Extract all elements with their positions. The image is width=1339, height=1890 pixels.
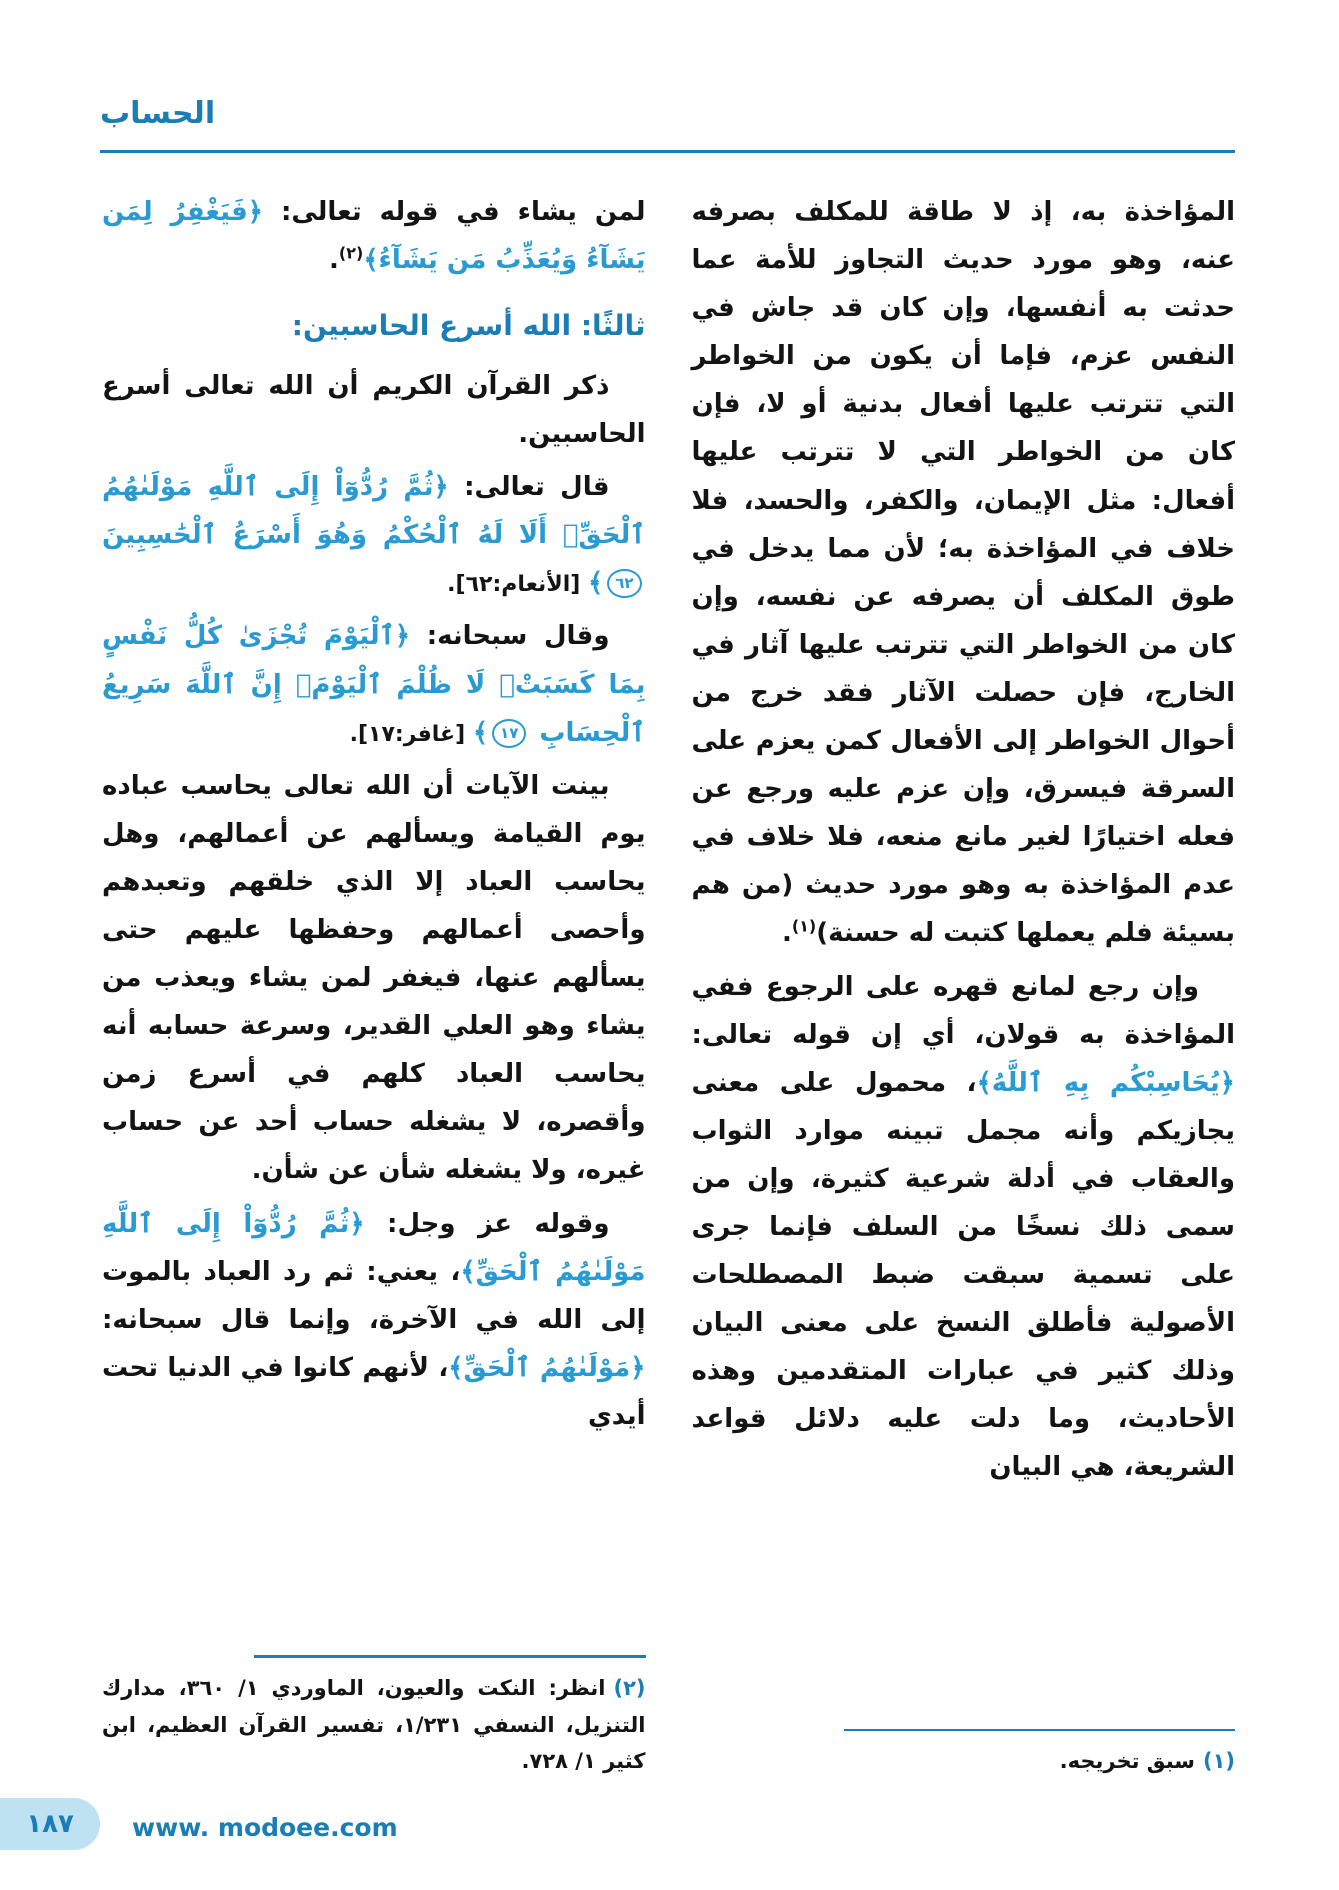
quran-verse: ﴿ثُمَّ رُدُّوٓاْ إِلَى ٱللَّهِ مَوْلَىٰهُمُ ٱلْحَقِّۚ أَلَا لَهُ ٱلْحُكْمُ وَهُوَ أَسْرَعُ ٱلْحَٰسِبِينَ (102, 472, 646, 551)
body-text: وإن رجع لمانع قهره على الرجوع ففي المؤاخذة به قولان، أي إن قوله تعالى: (691, 971, 1235, 1050)
content-columns (102, 188, 1235, 1780)
body-text: ، لأنهم كانوا في الدنيا تحت أيدي (102, 1352, 646, 1431)
footnote-divider (844, 1729, 1235, 1732)
body-text: ، يعني: ثم رد العباد بالموت إلى الله في الآخرة، وإنما قال سبحانه: (102, 1256, 646, 1335)
body-text: المؤاخذة به، إذ لا طاقة للمكلف بصرفه عنه، وهو مورد حديث التجاوز للأمة عما حدثت به أنفسها، وإن كان قد جاش في النفس عزم، فإما أن يكون من الخواطر التي تترتب عليها أفعال بدنية أو لا، فإن كان من الخواطر التي لا تترتب عليها أفعال: مثل الإيمان، والكفر، والحسد، فلا خلاف في المؤاخذة به؛ لأن مما يدخل في طوق المكلف أن يصرفه عن نفسه، وإن كان من الخواطر التي تترتب عليها آثار في الخارج، فإن حصلت الآثار فقد خرج من أحوال الخواطر إلى الأفعال كمن يعزم على السرقة فيسرق، وإن عزم عليه ورجع عن فعله اختيارًا لغير مانع منعه، فلا خلاف في عدم المؤاخذة به وهو مورد حديث (من هم بسيئة فلم يعملها كتبت له حسنة) (691, 197, 1235, 949)
footnote-area-left (102, 1647, 646, 1780)
quran-verse: ﴿ثُمَّ رُدُّوٓاْ إِلَى ٱللَّهِ مَوْلَىٰهُمُ ٱلْحَقِّ﴾ (102, 1208, 646, 1287)
quran-verse: ﴿مَوْلَىٰهُمُ ٱلْحَقِّ﴾ (448, 1352, 646, 1383)
ayah-number-badge: ٦٢ (607, 569, 641, 598)
footnote-number: (١) (1202, 1749, 1235, 1774)
body-text: قال تعالى: (448, 472, 610, 503)
footnote-line (102, 1670, 646, 1780)
quran-verse: ﴾ (472, 717, 489, 748)
quran-verse: ﴿يُحَاسِبْكُم بِهِ ٱللَّهُ﴾ (976, 1067, 1236, 1098)
page-number: ١٨٧ (26, 1809, 74, 1839)
footnote-text: انظر: النكت والعيون، الماوردي ١/ ٣٦٠، مدارك التنزيل، النسفي ١/٢٣١، تفسير القرآن العظيم، ابن كثير ١/ ٧٢٨. (102, 1675, 646, 1774)
verse-reference: [الأنعام:٦٢]. (447, 572, 588, 598)
footnote-marker: (١) (791, 916, 817, 936)
header-divider (100, 150, 1235, 153)
footnote-number: (٢) (613, 1675, 646, 1700)
paragraph (102, 362, 646, 458)
section-heading-text: ثالثًا: الله أسرع الحاسبين: (291, 309, 646, 343)
footnote-line (692, 1743, 1236, 1780)
quran-verse: ﴿ٱلْيَوْمَ تُجْزَىٰ كُلُّ نَفْسٍ بِمَا كَسَبَتْۚ لَا ظُلْمَ ٱلْيَوْمَۚ إِنَّ ٱللَّهَ سَرِيعُ ٱلْحِسَابِ (102, 621, 646, 748)
paragraph (102, 762, 646, 1195)
footnote-divider (254, 1655, 645, 1658)
paragraph (102, 188, 646, 284)
footnote-marker: (٢) (338, 243, 364, 263)
ayah-number-badge: ١٧ (492, 719, 526, 748)
paragraph (692, 963, 1236, 1492)
footnote-text: سبق تخريجه. (1059, 1749, 1195, 1774)
section-heading (102, 300, 646, 352)
body-text: . (781, 918, 792, 949)
column-right-content (692, 188, 1236, 1497)
column-left (102, 188, 646, 1780)
body-text: ذكر القرآن الكريم أن الله تعالى أسرع الحاسبين. (102, 370, 646, 450)
body-text: وقال سبحانه: (410, 621, 610, 652)
paragraph (102, 612, 646, 756)
column-right (692, 188, 1236, 1780)
page-number-pill (0, 1798, 100, 1850)
body-text: . (329, 245, 339, 276)
website-url[interactable]: www. modoee.com (132, 1813, 398, 1842)
running-head: الحساب (100, 96, 216, 131)
body-text: وقوله عز وجل: (364, 1208, 610, 1239)
body-text: لمن يشاء في قوله تعالى: (262, 197, 646, 227)
body-text: ، محمول على معنى يجازيكم وأنه مجمل تبينه موارد الثواب والعقاب في أدلة شرعية كثيرة، وإن من سمى ذلك نسخًا من السلف فإنما جرى على تسمية سبقت ضبط المصطلحات الأصولية فأطلق النسخ على معنى البيان وذلك كثير في عبارات المتقدمين وهذه الأحاديث، وما دلت عليه دلائل قواعد الشريعة، هي البيان (691, 1067, 1235, 1483)
footnote-area-right (692, 1721, 1236, 1780)
quran-verse: ﴾ (587, 568, 604, 599)
paragraph (692, 188, 1236, 958)
column-left-content (102, 188, 646, 1445)
paragraph (102, 463, 646, 607)
verse-reference: [غافر:١٧]. (349, 721, 473, 747)
paragraph (102, 1200, 646, 1440)
quran-verse: ﴿فَيَغْفِرُ لِمَن يَشَآءُ وَيُعَذِّبُ مَن يَشَآءُ﴾ (102, 197, 646, 276)
body-text: بينت الآيات أن الله تعالى يحاسب عباده يوم القيامة ويسألهم عن أعمالهم، وهل يحاسب العباد إلا الذي خلقهم وتعبدهم وأحصى أعمالهم وحفظها عليهم حتى يسألهم عنها، فيغفر لمن يشاء ويعذب من يشاء وهو العلي القدير، وسرعة حسابه أنه يحاسب العباد كلهم في أسرع زمن وأقصره، لا يشغله حساب أحد عن حساب غيره، ولا يشغله شأن عن شأن. (102, 770, 646, 1186)
